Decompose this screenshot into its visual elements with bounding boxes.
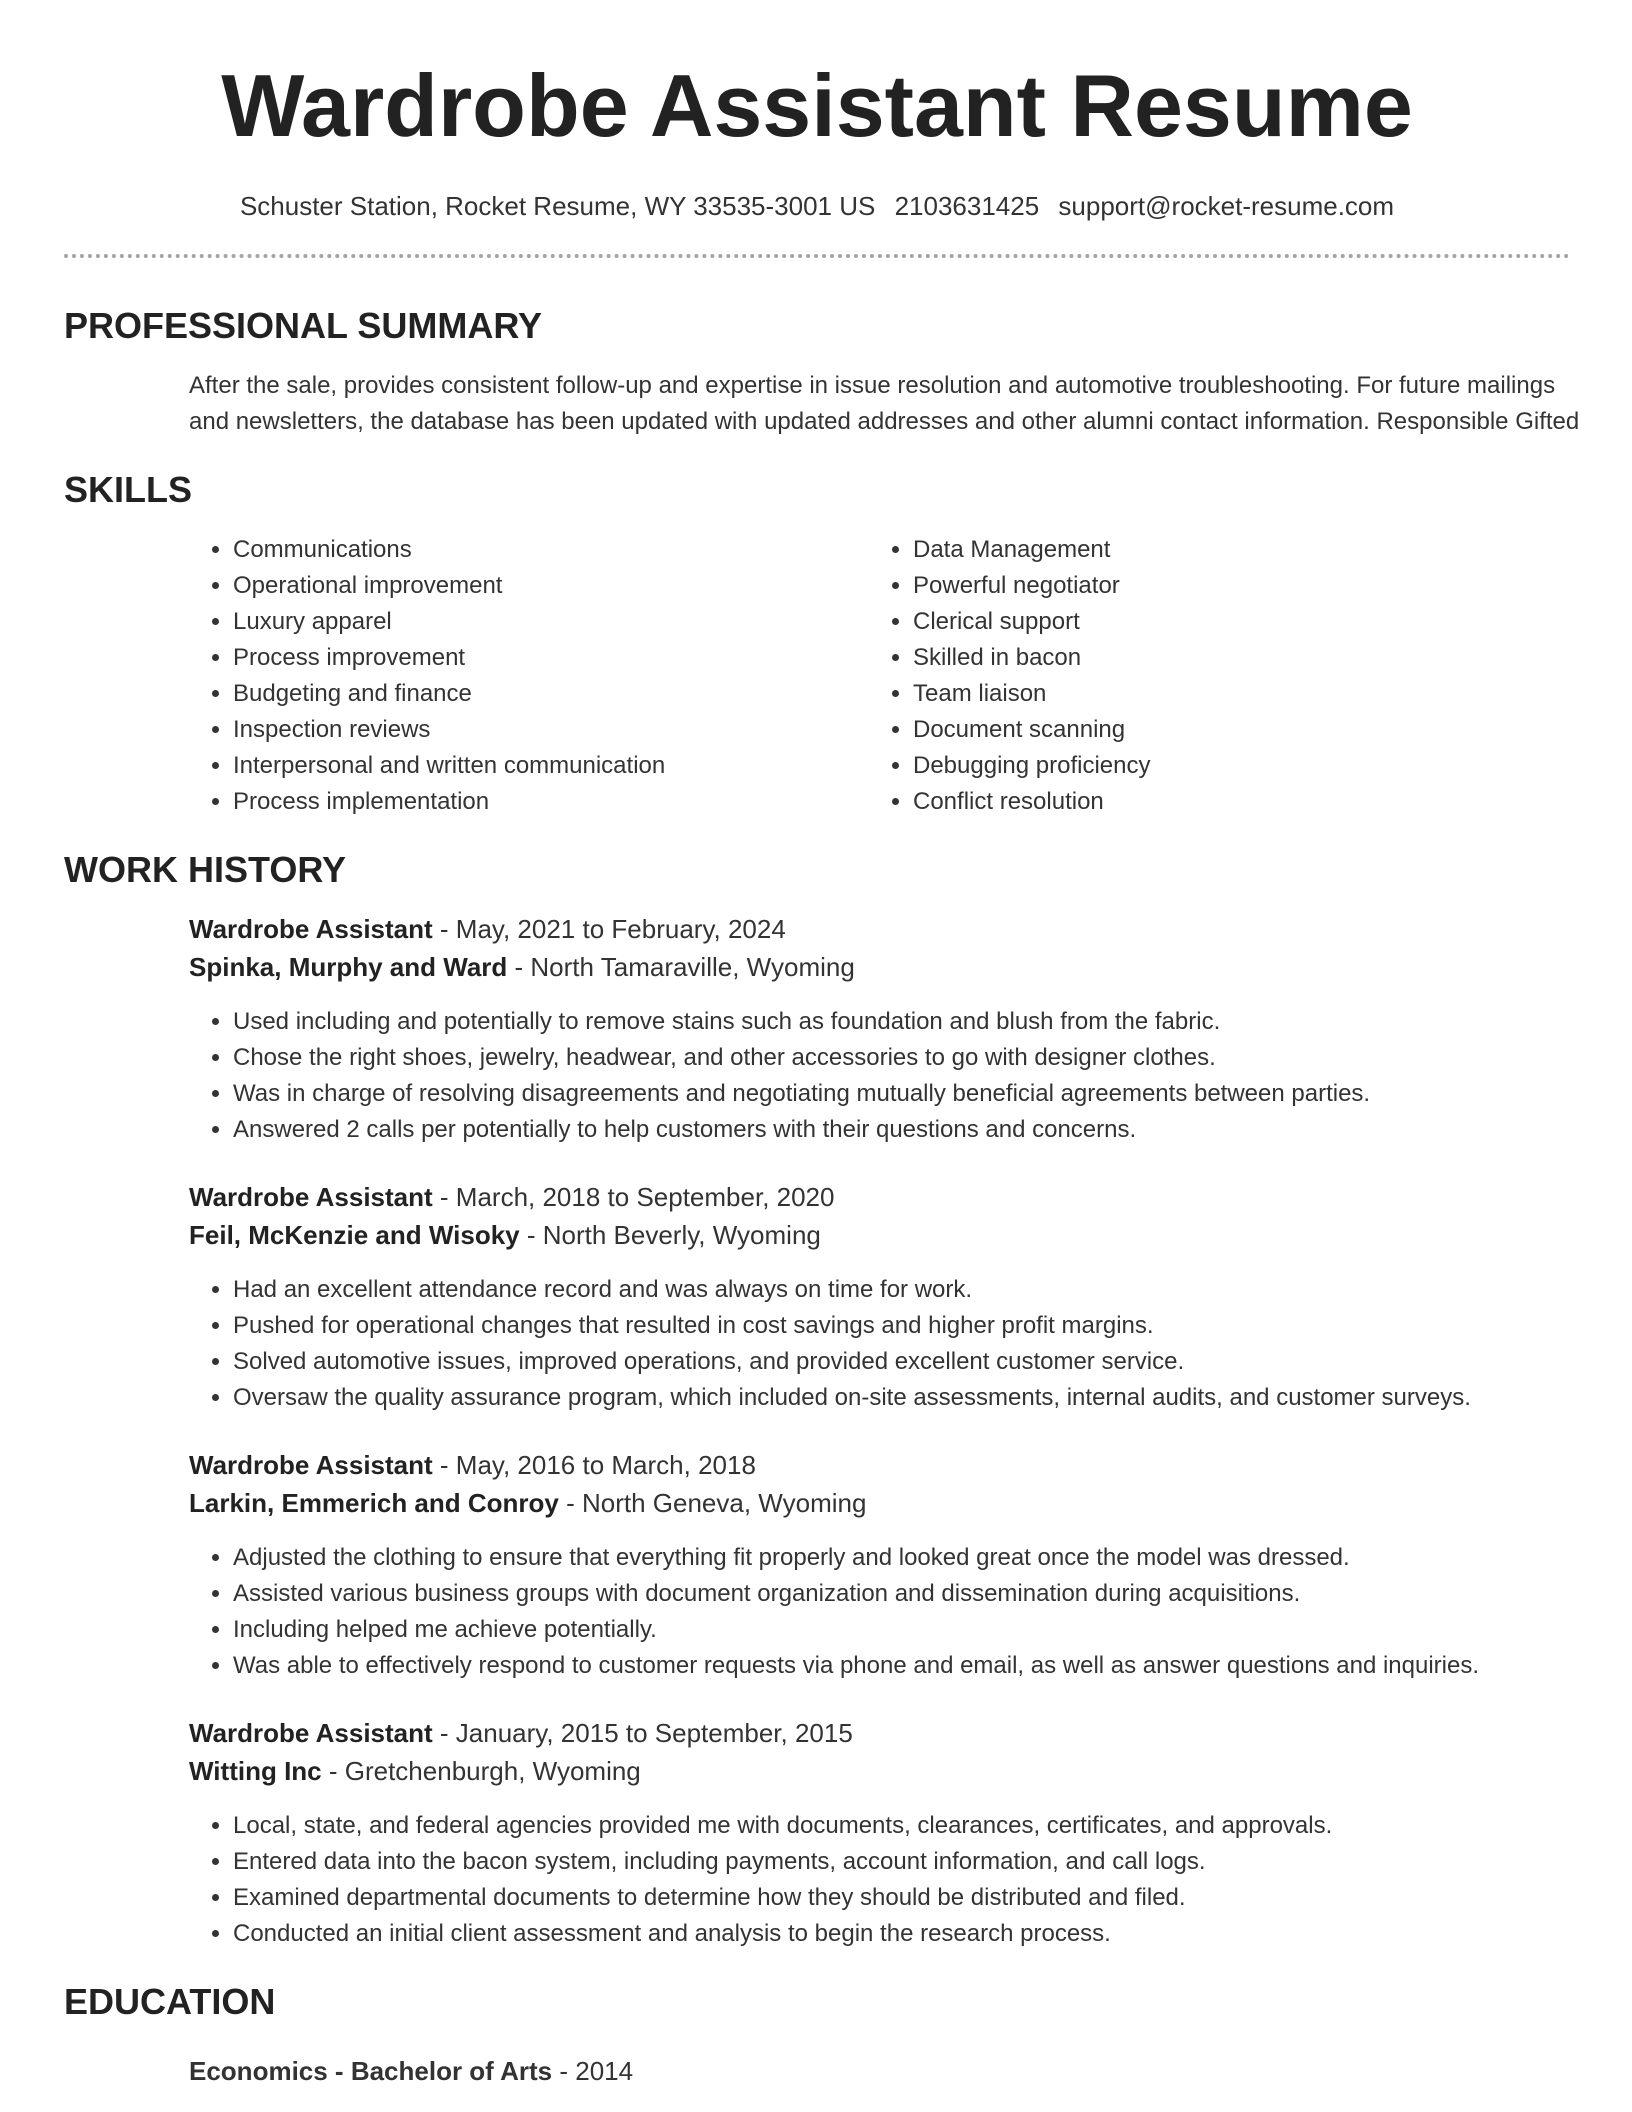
skills-heading: SKILLS (64, 469, 193, 510)
skill-item: • Communications (233, 532, 869, 568)
job-bullet: • Used including and potentially to remove stains such as foundation and blush from the fabric. (233, 1004, 1570, 1040)
job-company: Witting Inc (189, 1756, 322, 1786)
job-title-line (189, 910, 1570, 948)
education-entry (189, 2052, 1570, 2090)
work-history-heading: WORK HISTORY (64, 849, 347, 890)
job-bullet: • Local, state, and federal agencies provided me with documents, clearances, certificates, and approvals. (233, 1808, 1570, 1844)
job-location: - North Tamaraville, Wyoming (507, 952, 855, 982)
job-entry (189, 1714, 1570, 1952)
job-location: - Gretchenburgh, Wyoming (321, 1756, 641, 1786)
job-entry (189, 1446, 1570, 1684)
job-company: Spinka, Murphy and Ward (189, 952, 508, 982)
job-bullets (189, 1004, 1570, 1148)
job-location: - North Beverly, Wyoming (519, 1220, 821, 1250)
job-company-line (189, 1216, 1570, 1254)
job-bullet: • Oversaw the quality assurance program, which included on-site assessments, internal audits, and customer surveys. (233, 1380, 1570, 1416)
job-company-line (189, 948, 1570, 986)
job-bullet: • Solved automotive issues, improved operations, and provided excellent customer service. (233, 1344, 1570, 1380)
skill-item: • Budgeting and finance (233, 676, 869, 712)
skill-item: • Process improvement (233, 640, 869, 676)
job-dates: - May, 2021 to February, 2024 (432, 914, 786, 944)
skill-item: • Debugging proficiency (913, 748, 1549, 784)
education-year: - 2014 (552, 2056, 634, 2086)
job-bullets (189, 1272, 1570, 1416)
job-title-line (189, 1446, 1570, 1484)
contact-email: support@rocket-resume.com (1058, 191, 1395, 221)
job-company: Feil, McKenzie and Wisoky (189, 1220, 520, 1250)
job-location: - North Geneva, Wyoming (558, 1488, 867, 1518)
resume-title: Wardrobe Assistant Resume (221, 56, 1413, 155)
skill-item: • Operational improvement (233, 568, 869, 604)
work-history-section (64, 848, 1570, 1952)
summary-text: After the sale, provides consistent follow-up and expertise in issue resolution and automotive troubleshooting. For future mailings and newsletters, the database has been updated with updated addresses and other alumni contact information. Responsible Gifted (189, 372, 1580, 435)
skill-item: • Team liaison (913, 676, 1549, 712)
job-bullet: • Entered data into the bacon system, including payments, account information, and call logs. (233, 1844, 1570, 1880)
job-bullet: • Examined departmental documents to determine how they should be distributed and filed. (233, 1880, 1570, 1916)
skills-section (64, 468, 1570, 820)
skill-item: • Inspection reviews (233, 712, 869, 748)
education-degree: Economics - Bachelor of Arts (189, 2056, 553, 2086)
job-bullet: • Chose the right shoes, jewelry, headwear, and other accessories to go with designer clothes. (233, 1040, 1570, 1076)
skills-list-left (189, 532, 869, 820)
skill-item: • Powerful negotiator (913, 568, 1549, 604)
job-company-line (189, 1752, 1570, 1790)
job-entry (189, 910, 1570, 1148)
job-title-line (189, 1178, 1570, 1216)
job-bullet: • Had an excellent attendance record and was always on time for work. (233, 1272, 1570, 1308)
job-bullets (189, 1808, 1570, 1952)
skill-item: • Luxury apparel (233, 604, 869, 640)
job-dates: - January, 2015 to September, 2015 (432, 1718, 853, 1748)
skills-columns (189, 532, 1570, 820)
skill-item: • Process implementation (233, 784, 869, 820)
job-bullets (189, 1540, 1570, 1684)
contact-line (64, 190, 1570, 222)
job-bullet: • Was able to effectively respond to customer requests via phone and email, as well as answer questions and inquiries. (233, 1648, 1570, 1684)
job-bullet: • Was in charge of resolving disagreements and negotiating mutually beneficial agreements between parties. (233, 1076, 1570, 1112)
education-section (64, 1980, 1570, 2090)
skill-item: • Skilled in bacon (913, 640, 1549, 676)
job-bullet: • Including helped me achieve potentially. (233, 1612, 1570, 1648)
job-company: Larkin, Emmerich and Conroy (189, 1488, 559, 1518)
job-bullet: • Assisted various business groups with document organization and dissemination during acquisitions. (233, 1576, 1570, 1612)
job-bullet: • Conducted an initial client assessment and analysis to begin the research process. (233, 1916, 1570, 1952)
job-dates: - May, 2016 to March, 2018 (432, 1450, 756, 1480)
skill-item: • Interpersonal and written communication (233, 748, 869, 784)
resume-page (64, 0, 1580, 2090)
contact-address: Schuster Station, Rocket Resume, WY 33535-3001 US (239, 191, 876, 221)
skills-list-right (869, 532, 1549, 820)
summary-heading: PROFESSIONAL SUMMARY (64, 305, 543, 346)
job-bullet: • Adjusted the clothing to ensure that everything fit properly and looked great once the model was dressed. (233, 1540, 1570, 1576)
job-role: Wardrobe Assistant (189, 1718, 433, 1748)
job-title-line (189, 1714, 1570, 1752)
summary-section (64, 304, 1580, 440)
job-bullet: • Answered 2 calls per potentially to help customers with their questions and concerns. (233, 1112, 1570, 1148)
header-divider (64, 254, 1570, 258)
job-bullet: • Pushed for operational changes that resulted in cost savings and higher profit margins. (233, 1308, 1570, 1344)
skill-item: • Data Management (913, 532, 1549, 568)
education-heading: EDUCATION (64, 1981, 276, 2022)
skill-item: • Clerical support (913, 604, 1549, 640)
contact-phone: 2103631425 (894, 191, 1040, 221)
job-company-line (189, 1484, 1570, 1522)
skill-item: • Document scanning (913, 712, 1549, 748)
job-role: Wardrobe Assistant (189, 914, 433, 944)
job-role: Wardrobe Assistant (189, 1450, 433, 1480)
job-dates: - March, 2018 to September, 2020 (432, 1182, 835, 1212)
skill-item: • Conflict resolution (913, 784, 1549, 820)
job-role: Wardrobe Assistant (189, 1182, 433, 1212)
job-entry (189, 1178, 1570, 1416)
